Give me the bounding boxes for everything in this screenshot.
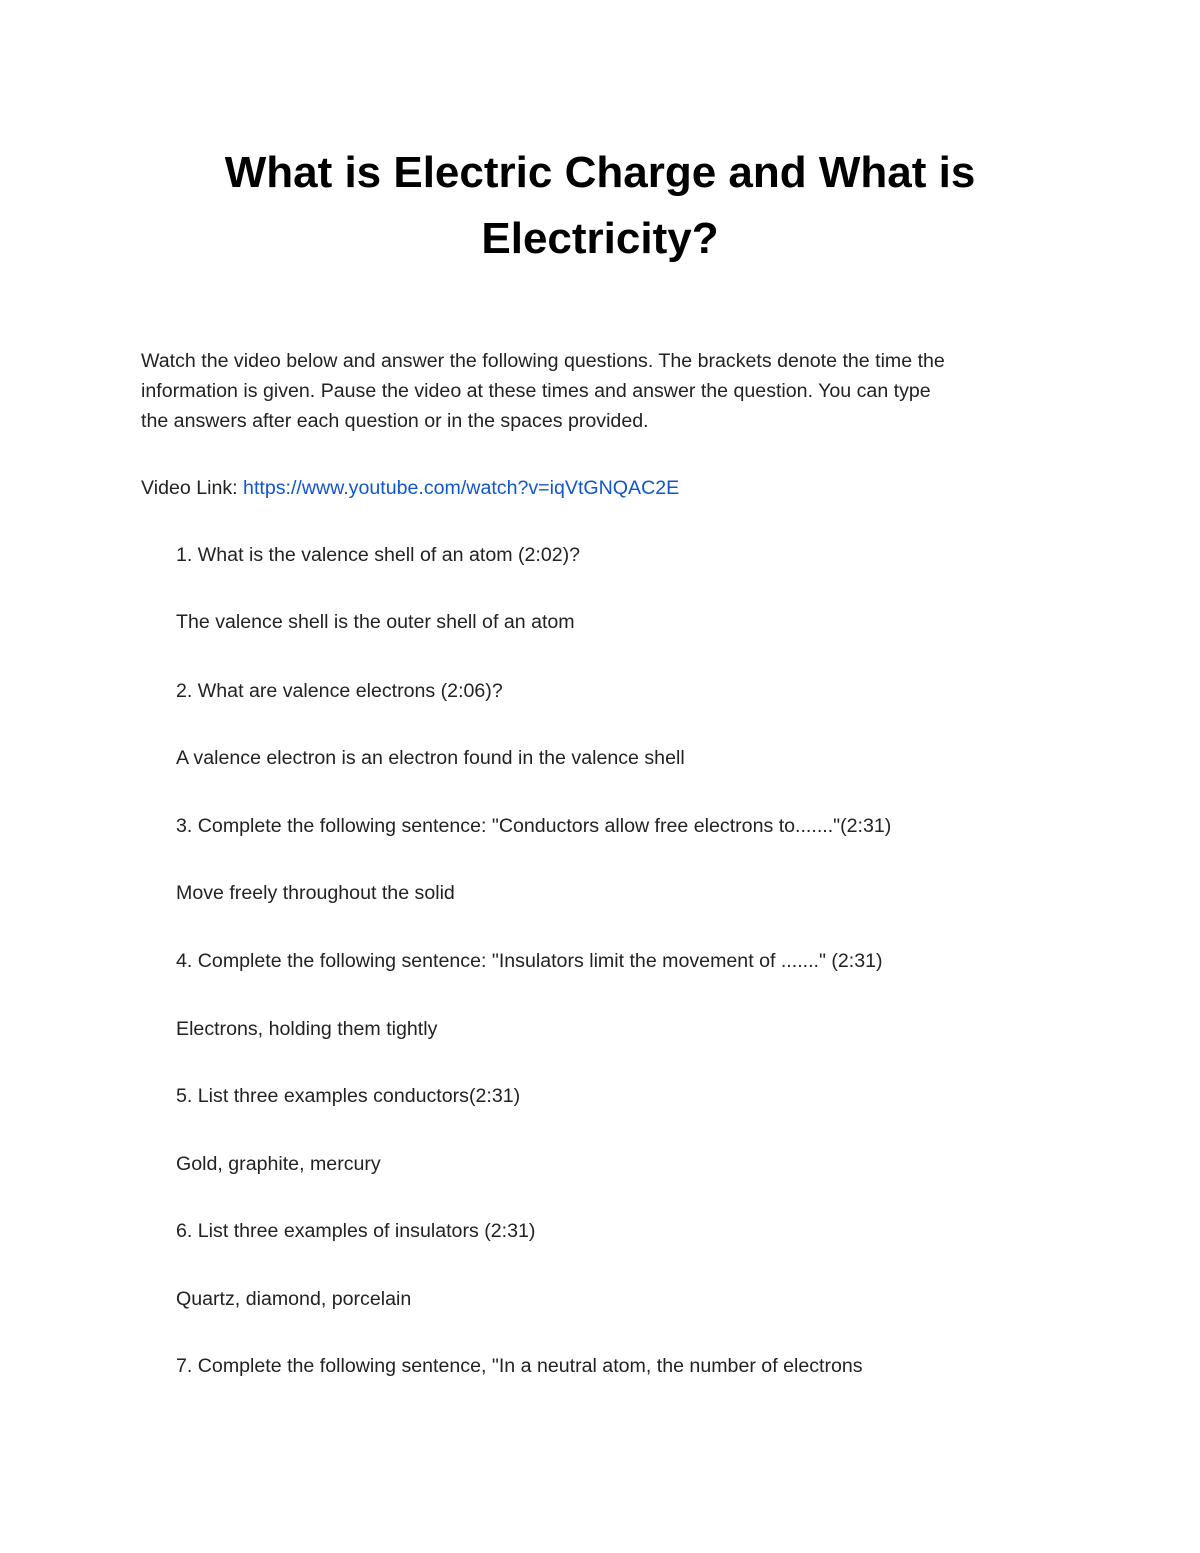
intro-paragraph (141, 346, 1061, 436)
question-6: 6. List three examples of insulators (2:31) (176, 1220, 536, 1242)
answer-4: Electrons, holding them tightly (176, 1018, 438, 1040)
answer-2: A valence electron is an electron found in the valence shell (176, 747, 685, 769)
video-link-label: Video Link: (141, 477, 244, 499)
intro-line-3: the answers after each question or in the spaces provided. (141, 410, 649, 432)
answer-1: The valence shell is the outer shell of an atom (176, 611, 575, 633)
question-4: 4. Complete the following sentence: "Insulators limit the movement of ......." (2:31) (176, 950, 883, 972)
page-title-line-2: Electricity? (481, 214, 719, 263)
question-7: 7. Complete the following sentence, "In a neutral atom, the number of electrons (176, 1355, 863, 1377)
question-1: 1. What is the valence shell of an atom (2:02)? (176, 544, 581, 566)
question-5: 5. List three examples conductors(2:31) (176, 1085, 521, 1107)
answer-3: Move freely throughout the solid (176, 882, 455, 904)
intro-line-2: information is given. Pause the video at these times and answer the question. You can type (141, 380, 931, 402)
answer-6: Quartz, diamond, porcelain (176, 1288, 412, 1310)
intro-line-1: Watch the video below and answer the following questions. The brackets denote the time the (141, 350, 945, 372)
video-link[interactable]: https://www.youtube.com/watch?v=iqVtGNQAC2E (243, 477, 680, 499)
page-title-line-1: What is Electric Charge and What is (224, 148, 976, 197)
video-link-row (141, 473, 679, 503)
question-2: 2. What are valence electrons (2:06)? (176, 680, 503, 702)
answer-5: Gold, graphite, mercury (176, 1153, 381, 1175)
question-3: 3. Complete the following sentence: "Conductors allow free electrons to......."(2:31) (176, 815, 892, 837)
